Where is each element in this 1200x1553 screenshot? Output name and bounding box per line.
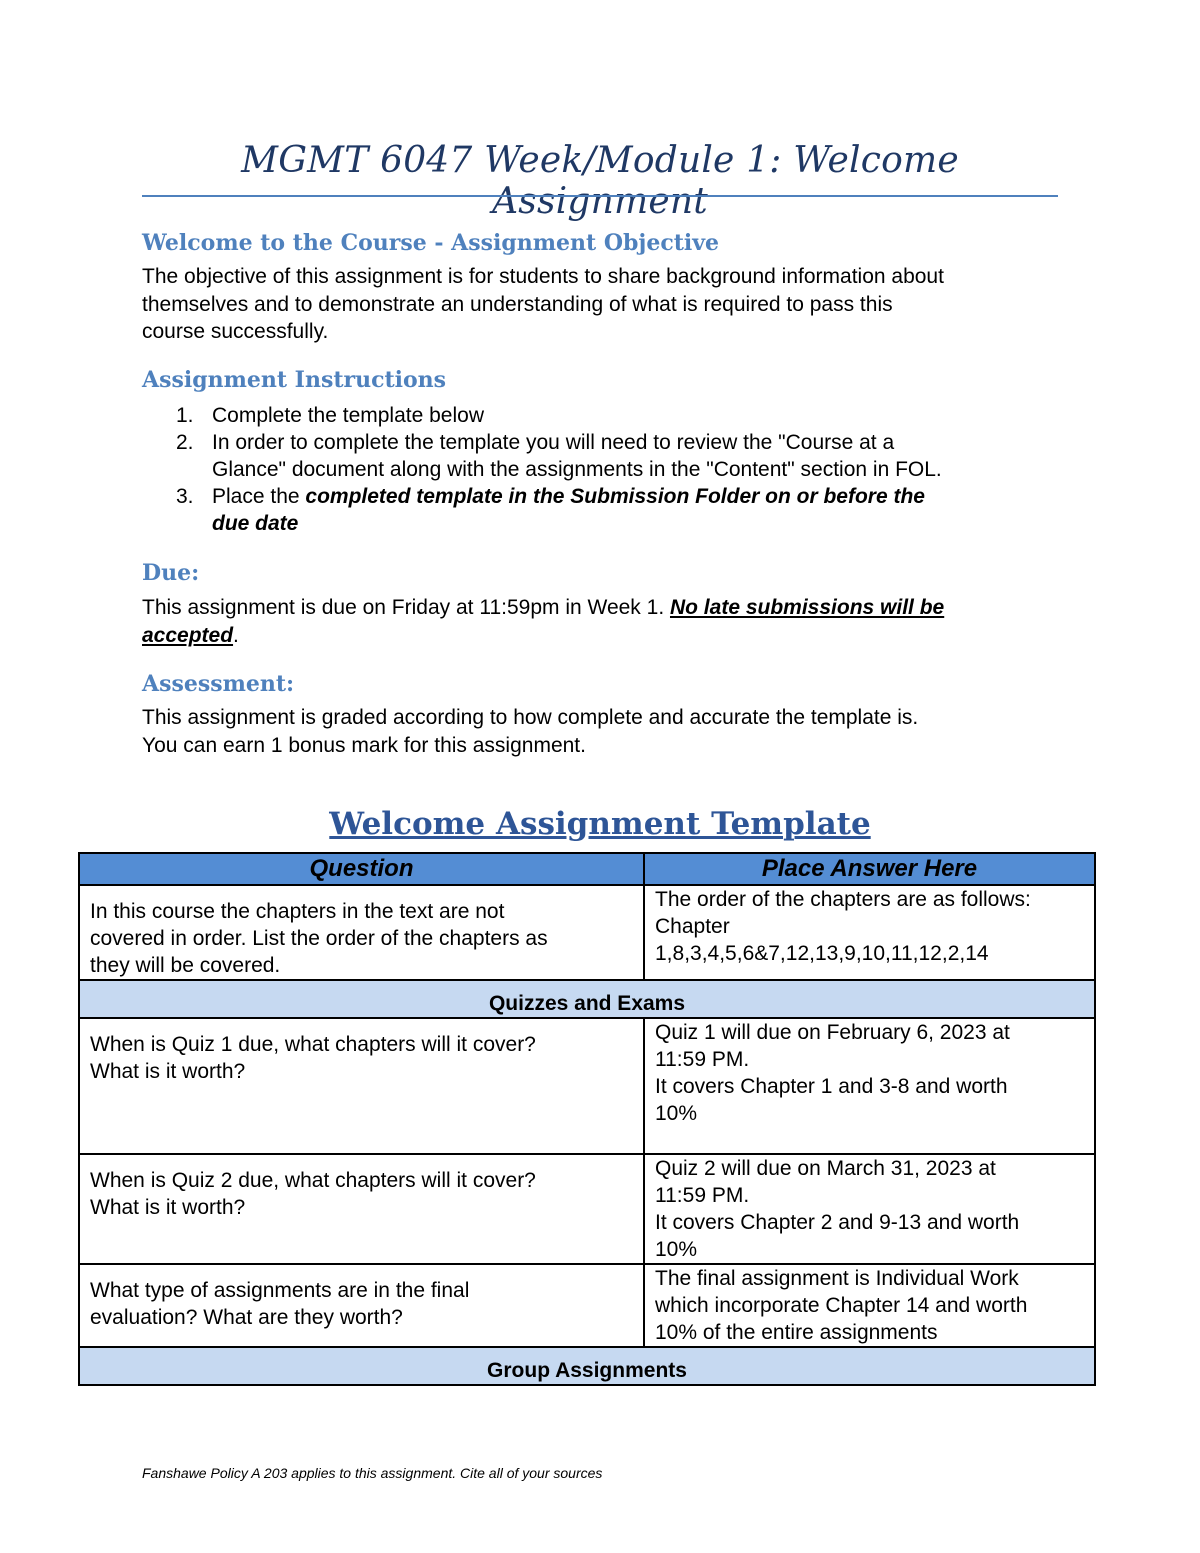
cell-line: What is it worth? — [90, 1196, 246, 1219]
column-header-question: Question — [79, 853, 644, 885]
list-item-text: Place the — [212, 485, 306, 508]
list-item — [142, 402, 1057, 429]
emphasis-text: due date — [212, 512, 299, 535]
objective-line: course successfully. — [142, 320, 329, 343]
table-row — [79, 885, 1095, 980]
cell-line: What is it worth? — [90, 1060, 246, 1083]
section-label: Group Assignments — [79, 1347, 1095, 1385]
table-row — [79, 1264, 1095, 1347]
cell-line: What type of assignments are in the final — [90, 1279, 470, 1302]
due-heading: Due: — [142, 560, 200, 586]
list-item-text: Complete the template below — [212, 404, 484, 427]
list-item-text: In order to complete the template you will need to review the "Course at a — [212, 431, 895, 454]
cell-line: 11:59 PM. — [655, 1184, 750, 1207]
assessment-text — [142, 704, 1057, 759]
objective-line: The objective of this assignment is for students to share background information about — [142, 265, 944, 288]
answer-cell[interactable] — [644, 1154, 1095, 1264]
page-title: MGMT 6047 Week/Module 1: Welcome Assignment — [241, 140, 959, 222]
question-cell — [79, 1154, 644, 1264]
table-header-row — [79, 853, 1095, 885]
late-warning: accepted — [142, 623, 234, 647]
cell-line: When is Quiz 1 due, what chapters will it cover? — [90, 1033, 536, 1056]
objective-line: themselves and to demonstrate an understanding of what is required to pass this — [142, 292, 893, 316]
cell-line: It covers Chapter 2 and 9-13 and worth — [655, 1211, 1020, 1234]
cell-line: In this course the chapters in the text are not — [90, 900, 505, 923]
section-label: Quizzes and Exams — [79, 980, 1095, 1018]
cell-line: It covers Chapter 1 and 3-8 and worth — [655, 1075, 1008, 1098]
title-divider — [142, 195, 1058, 197]
cell-line: 11:59 PM. — [655, 1048, 750, 1071]
cell-line: The order of the chapters are as follows: — [655, 888, 1031, 911]
objective-heading: Welcome to the Course - Assignment Objective — [142, 230, 720, 256]
list-item-text: Glance" document along with the assignments in the "Content" section in FOL. — [212, 458, 942, 481]
cell-line: 10% — [655, 1238, 698, 1261]
cell-line: they will be covered. — [90, 954, 281, 977]
template-title: Welcome Assignment Template — [329, 806, 871, 842]
list-item — [142, 483, 1057, 537]
cell-line: 10% — [655, 1102, 698, 1125]
assessment-heading: Assessment: — [142, 671, 295, 697]
answer-cell[interactable] — [644, 1264, 1095, 1347]
cell-line: Quiz 1 will due on February 6, 2023 at — [655, 1021, 1010, 1044]
cell-line: Chapter — [655, 915, 730, 938]
answer-cell[interactable] — [644, 1018, 1095, 1154]
question-cell — [79, 885, 644, 980]
due-period: . — [233, 623, 239, 647]
due-sentence: This assignment is due on Friday at 11:59pm in Week 1. — [142, 596, 670, 619]
template-table — [78, 852, 1096, 1386]
objective-text — [142, 263, 1057, 346]
cell-line: When is Quiz 2 due, what chapters will it cover? — [90, 1169, 536, 1192]
question-cell — [79, 1018, 644, 1154]
cell-line: covered in order. List the order of the chapters as — [90, 927, 548, 950]
late-warning: No late submissions will be — [669, 596, 945, 619]
instructions-heading: Assignment Instructions — [142, 367, 447, 393]
emphasis-text: completed template in the Submission Folder on or before the — [305, 485, 925, 508]
list-item-number: 1. — [176, 404, 194, 427]
list-item-number: 2. — [176, 431, 194, 454]
question-cell — [79, 1264, 644, 1347]
cell-line: 10% of the entire assignments — [655, 1321, 938, 1344]
footer-note: Fanshawe Policy A 203 applies to this assignment. Cite all of your sources — [142, 1465, 603, 1481]
list-item — [142, 429, 1057, 483]
cell-line: which incorporate Chapter 14 and worth — [655, 1294, 1028, 1317]
instructions-list — [142, 402, 1057, 537]
section-row — [79, 1347, 1095, 1385]
answer-cell[interactable] — [644, 885, 1095, 980]
cell-line: 1,8,3,4,5,6&7,12,13,9,10,11,12,2,14 — [655, 942, 989, 965]
assessment-line: You can earn 1 bonus mark for this assignment. — [142, 733, 586, 757]
section-row — [79, 980, 1095, 1018]
cell-line: The final assignment is Individual Work — [655, 1267, 1019, 1290]
due-text — [142, 594, 1057, 649]
table-row — [79, 1018, 1095, 1154]
cell-line: Quiz 2 will due on March 31, 2023 at — [655, 1157, 996, 1180]
list-item-number: 3. — [176, 485, 194, 508]
cell-line: evaluation? What are they worth? — [90, 1306, 403, 1329]
assessment-line: This assignment is graded according to how complete and accurate the template is. — [142, 706, 919, 729]
column-header-answer: Place Answer Here — [644, 853, 1095, 885]
table-row — [79, 1154, 1095, 1264]
